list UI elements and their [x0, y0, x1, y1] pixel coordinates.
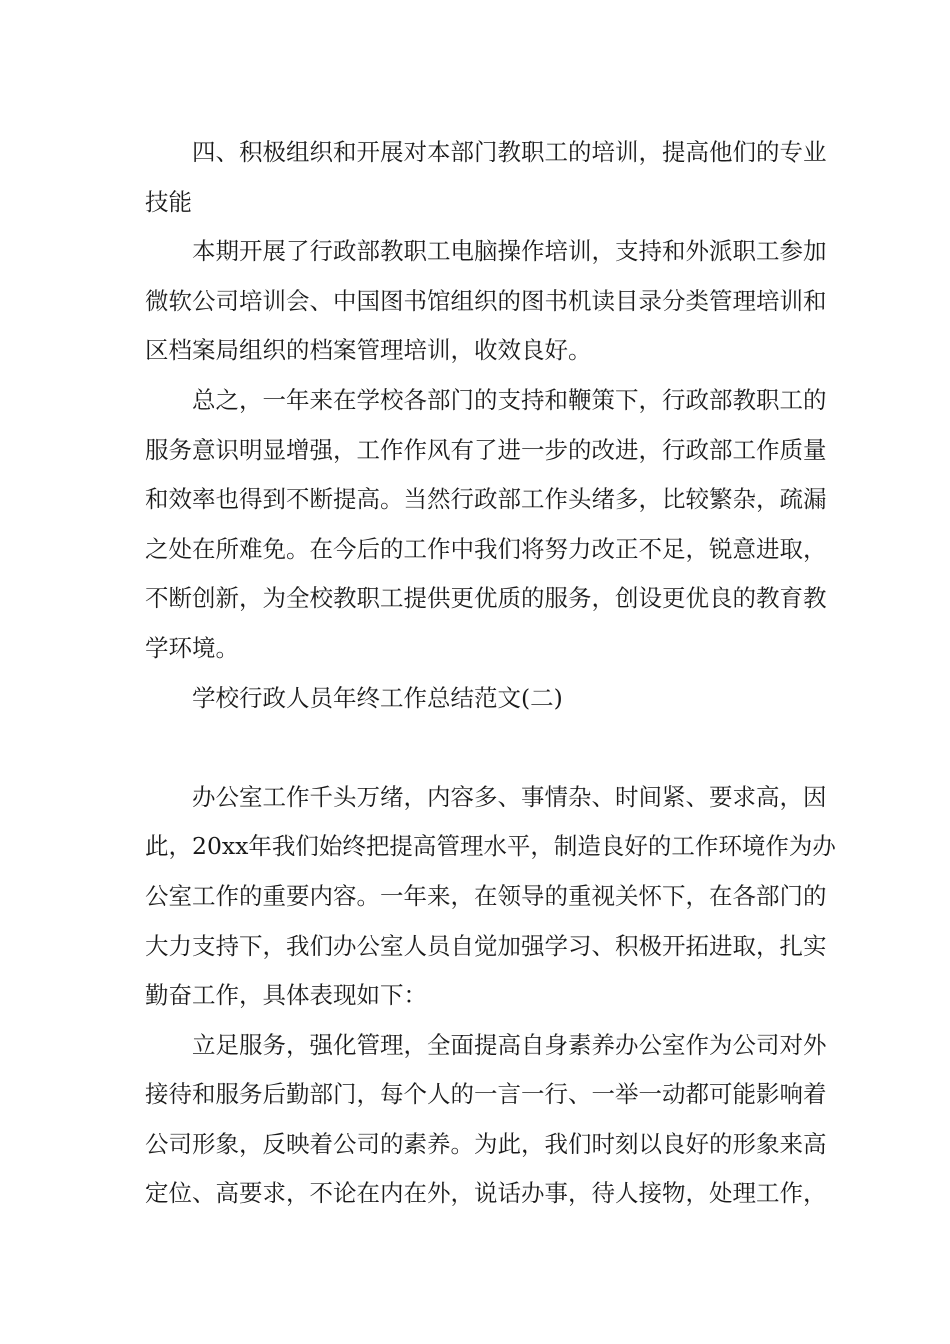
text-line: 服务意识明显增强，工作作风有了进一步的改进，行政部工作质量 [145, 435, 827, 464]
text-line: 立足服务，强化管理，全面提高自身素养办公室作为公司对外 [192, 1030, 827, 1059]
text-line: 本期开展了行政部教职工电脑操作培训，支持和外派职工参加 [192, 237, 827, 266]
text-line: 勤奋工作，具体表现如下： [145, 981, 427, 1010]
text-line: 公司形象，反映着公司的素养。为此，我们时刻以良好的形象来高 [145, 1129, 827, 1158]
text-line: 定位、高要求，不论在内在外，说话办事，待人接物，处理工作， [145, 1179, 827, 1208]
text-line: 公室工作的重要内容。一年来，在领导的重视关怀下，在各部门的 [145, 881, 827, 910]
text-line: 之处在所难免。在今后的工作中我们将努力改正不足，锐意进取， [145, 534, 827, 563]
document-body [145, 128, 836, 1219]
text-line: 接待和服务后勤部门，每个人的一言一行、一举一动都可能影响着 [145, 1080, 827, 1109]
section-heading-training: 四、积极组织和开展对本部门教职工的培训，提高他们的专业 [192, 138, 827, 166]
article-title: 学校行政人员年终工作总结范文(二) [192, 683, 563, 712]
text-line: 此，20xx年我们始终把提高管理水平，制造良好的工作环境作为办 [145, 832, 836, 861]
text-line: 和效率也得到不断提高。当然行政部工作头绪多，比较繁杂，疏漏 [145, 485, 827, 514]
text-line: 不断创新，为全校教职工提供更优质的服务，创设更优良的教育教 [145, 584, 827, 613]
text-line: 技能 [145, 187, 192, 216]
blank-line [145, 723, 807, 773]
text-line: 总之，一年来在学校各部门的支持和鞭策下，行政部教职工的 [192, 385, 827, 414]
text-line: 微软公司培训会、中国图书馆组织的图书机读目录分类管理培训和 [145, 286, 827, 315]
text-line: 办公室工作千头万绪，内容多、事情杂、时间紧、要求高，因 [192, 782, 827, 811]
text-line: 大力支持下，我们办公室人员自觉加强学习、积极开拓进取，扎实 [145, 931, 827, 960]
text-line: 区档案局组织的档案管理培训，收效良好。 [145, 336, 592, 365]
text-line: 学环境。 [145, 633, 239, 662]
